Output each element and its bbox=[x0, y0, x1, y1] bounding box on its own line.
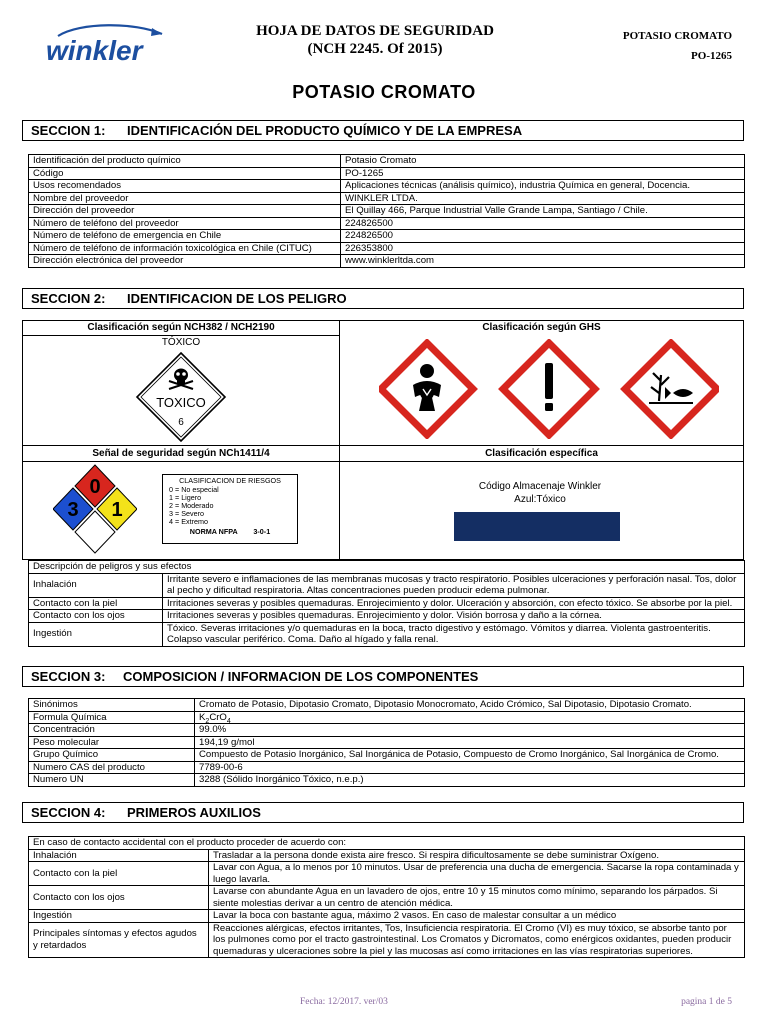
table-row bbox=[29, 774, 745, 787]
row-label: Numero CAS del producto bbox=[29, 761, 195, 774]
section2-number: SECCION 2: bbox=[31, 291, 106, 306]
row-value: 224826500 bbox=[341, 230, 745, 243]
row-value: Tóxico. Severas irritaciones y/o quemaduras en la boca, tracto digestivo y estómago. Vómitos y diarrea. Violenta gastroenteritis. Colapso vascular periférico. Coma. Daño al hígado y falla renal. bbox=[163, 622, 745, 646]
table-row bbox=[29, 167, 745, 180]
table-row bbox=[29, 862, 745, 886]
nfpa-scale-row: 3 = Severo bbox=[169, 509, 204, 518]
table-row bbox=[29, 180, 745, 193]
nfpa-legend-box bbox=[162, 474, 298, 544]
hazard-line bbox=[23, 335, 339, 336]
header-title-line1: HOJA DE DATOS DE SEGURIDAD bbox=[256, 23, 494, 39]
hazard-line bbox=[23, 445, 743, 446]
row-value: PO-1265 bbox=[341, 167, 745, 180]
section3-number: SECCION 3: bbox=[31, 669, 106, 684]
row-label: Identificación del producto químico bbox=[29, 155, 341, 168]
header-right bbox=[580, 26, 732, 66]
row-value: Irritaciones severas y posibles quemaduras. Enrojecimiento y dolor. Visión borrosa y daño a la córnea. bbox=[163, 610, 745, 623]
nch-label: Clasificación según NCH382 / NCH2190 bbox=[87, 322, 275, 333]
section1-table bbox=[28, 154, 745, 268]
row-value: El Quillay 466, Parque Industrial Valle Grande Lampa, Santiago / Chile. bbox=[341, 205, 745, 218]
row-label: Contacto con la piel bbox=[29, 597, 163, 610]
section2-header bbox=[22, 288, 744, 309]
row-label: Inhalación bbox=[29, 849, 209, 862]
row-label: Formula Química bbox=[29, 711, 195, 724]
winkler-logo bbox=[40, 24, 170, 74]
row-value: Irritante severo e inflamaciones de las membranas mucosas y tracto respiratorio. Posibles ulceraciones y perforación nasal. Tos, dolor al pecho y dificultad respiratoria. Altas concentraciones pueden producir edema pulmonar. bbox=[163, 573, 745, 597]
hazard-line bbox=[23, 461, 743, 462]
environment-hazard-icon bbox=[625, 343, 717, 435]
row-value: Compuesto de Potasio Inorgánico, Sal Inorgánica de Potasio, Compuesto de Cromo Inorgánico, Sal Inorgánica de Cromo. bbox=[195, 749, 745, 762]
row-label: Dirección electrónica del proveedor bbox=[29, 255, 341, 268]
storage-line1: Código Almacenaje Winkler bbox=[478, 481, 602, 492]
row-value: 194,19 g/mol bbox=[195, 736, 745, 749]
row-value: 3288 (Sólido Inorgánico Tóxico, n.e.p.) bbox=[195, 774, 745, 787]
table-row bbox=[29, 711, 745, 724]
toxico-label: TÓXICO bbox=[161, 337, 201, 348]
table-row bbox=[29, 886, 745, 910]
table-row bbox=[29, 155, 745, 168]
nfpa-reactivity-value: 1 bbox=[111, 499, 123, 521]
row-label: Número de teléfono de emergencia en Chile bbox=[29, 230, 341, 243]
section3-title: COMPOSICION / INFORMACION DE LOS COMPONENTES bbox=[123, 669, 479, 684]
storage-code bbox=[340, 480, 740, 506]
exclamation-icon bbox=[503, 343, 595, 435]
row-label: Número de teléfono de información toxicológica en Chile (CITUC) bbox=[29, 242, 341, 255]
table-row bbox=[29, 761, 745, 774]
row-value: Aplicaciones técnicas (análisis químico), industria Química en general, Docencia. bbox=[341, 180, 745, 193]
table-row bbox=[29, 230, 745, 243]
row-label: Grupo Químico bbox=[29, 749, 195, 762]
row-value: www.winklerltda.com bbox=[341, 255, 745, 268]
row-label: Inhalación bbox=[29, 573, 163, 597]
row-label: Contacto con los ojos bbox=[29, 610, 163, 623]
logo-text: winkler bbox=[46, 35, 143, 66]
section1-header bbox=[22, 120, 744, 141]
ghs-pictograms bbox=[379, 339, 719, 439]
section3-header bbox=[22, 666, 744, 687]
row-value: 99.0% bbox=[195, 724, 745, 737]
footer-page: pagina 1 de 5 bbox=[681, 997, 732, 1007]
section1-number: SECCION 1: bbox=[31, 123, 106, 138]
table-row bbox=[29, 255, 745, 268]
row-value: Potasio Cromato bbox=[341, 155, 745, 168]
ghs-label: Clasificación según GHS bbox=[482, 322, 601, 333]
table-row bbox=[29, 217, 745, 230]
table-row bbox=[29, 849, 745, 862]
row-value: Lavar la boca con bastante agua, máximo 2 vasos. En caso de malestar consultar a un médico bbox=[209, 910, 745, 923]
table-row bbox=[29, 736, 745, 749]
table-row bbox=[29, 724, 745, 737]
table-row bbox=[29, 610, 745, 623]
health-hazard-icon bbox=[381, 343, 473, 435]
nfpa-legend-title: CLASIFICACION DE RIESGOS bbox=[179, 476, 281, 485]
row-label: Contacto con la piel bbox=[29, 862, 209, 886]
row-value: Lavar con Agua, a lo menos por 10 minutos. Usar de preferencia una ducha de emergencia. Sacarse la ropa contaminada y luego lavarla. bbox=[209, 862, 745, 886]
nfpa-norma: NORMA NFPA 3-0-1 bbox=[189, 527, 271, 536]
row-value: WINKLER LTDA. bbox=[341, 192, 745, 205]
section4-number: SECCION 4: bbox=[31, 805, 106, 820]
table-row bbox=[29, 597, 745, 610]
document-title: POTASIO CROMATO bbox=[292, 82, 476, 102]
effects-header: Descripción de peligros y sus efectos bbox=[29, 561, 745, 574]
row-label: Dirección del proveedor bbox=[29, 205, 341, 218]
especifica-label: Clasificación específica bbox=[485, 448, 598, 459]
section1-title: IDENTIFICACIÓN DEL PRODUCTO QUÍMICO Y DE LA EMPRESA bbox=[127, 123, 523, 138]
diamond-class-number: 6 bbox=[178, 417, 184, 428]
storage-line2: Azul:Tóxico bbox=[514, 494, 566, 505]
section3-table bbox=[28, 698, 745, 787]
table-row bbox=[29, 192, 745, 205]
table-row bbox=[29, 749, 745, 762]
hazard-divider bbox=[339, 321, 340, 561]
section4-table bbox=[28, 836, 745, 958]
nfpa-scale-row: 4 = Extremo bbox=[169, 517, 208, 526]
row-value: Reacciones alérgicas, efectos irritantes, Tos, Insuficiencia respiratoria. El Cromo (VI) es muy tóxico, se absorbe tanto por los pulmones como por el tracto gastrointestinal. Los Cromatos y Dicromatos, como enérgicos oxidantes, pueden producir quemaduras y ulceraciones sobre la piel y las mucosas así como irritaciones en las vías respiratorias superiores. bbox=[209, 922, 745, 958]
header-product: POTASIO CROMATO bbox=[622, 30, 732, 42]
hazard-effects-table bbox=[28, 560, 745, 647]
section4-intro: En caso de contacto accidental con el producto proceder de acuerdo con: bbox=[29, 837, 745, 850]
transport-toxic-diamond bbox=[135, 351, 227, 443]
nfpa-health-value: 3 bbox=[67, 499, 79, 521]
row-label: Contacto con los ojos bbox=[29, 886, 209, 910]
row-label: Numero UN bbox=[29, 774, 195, 787]
footer-date: Fecha: 12/2017. ver/03 bbox=[300, 997, 388, 1007]
row-value: Lavarse con abundante Agua en un lavadero de ojos, entre 10 y 15 minutos como mínimo, separando los párpados. Si siente molestias derivar a un centro de atención médica. bbox=[209, 886, 745, 910]
table-row bbox=[29, 622, 745, 646]
row-label: Concentración bbox=[29, 724, 195, 737]
table-row bbox=[29, 205, 745, 218]
row-value: 224826500 bbox=[341, 217, 745, 230]
nfpa-scale-row: 2 = Moderado bbox=[169, 501, 214, 510]
section4-title: PRIMEROS AUXILIOS bbox=[127, 805, 261, 820]
table-row bbox=[29, 922, 745, 958]
section2-title: IDENTIFICACION DE LOS PELIGRO bbox=[127, 291, 347, 306]
row-value: Trasladar a la persona donde exista aire fresco. Si respira dificultosamente se debe suministrar Oxígeno. bbox=[209, 849, 745, 862]
nfpa-diamond bbox=[53, 463, 137, 557]
nfpa-scale-row: 1 = Ligero bbox=[169, 493, 202, 502]
row-value: Irritaciones severas y posibles quemaduras. Enrojecimiento y dolor. Ulceración y absorción, con efecto tóxico. Se absorbe por la piel. bbox=[163, 597, 745, 610]
row-label: Número de teléfono del proveedor bbox=[29, 217, 341, 230]
section4-header bbox=[22, 802, 744, 823]
row-label: Usos recomendados bbox=[29, 180, 341, 193]
nfpa-scale-row: 0 = No especial bbox=[169, 485, 219, 494]
storage-color-swatch bbox=[454, 512, 620, 541]
table-row bbox=[29, 573, 745, 597]
row-value: 226353800 bbox=[341, 242, 745, 255]
row-label: Código bbox=[29, 167, 341, 180]
header-title-line2: (NCH 2245. Of 2015) bbox=[307, 41, 443, 57]
row-label: Ingestión bbox=[29, 910, 209, 923]
row-value: 7789-00-6 bbox=[195, 761, 745, 774]
header-code: PO-1265 bbox=[691, 50, 732, 62]
header-title bbox=[210, 22, 540, 58]
row-label: Nombre del proveedor bbox=[29, 192, 341, 205]
nfpa-fire-value: 0 bbox=[89, 476, 101, 498]
diamond-text: TOXICO bbox=[156, 395, 206, 410]
chemical-formula: $K_2CrO_4$ bbox=[195, 711, 745, 724]
senal-label: Señal de seguridad según NCh1411/4 bbox=[92, 448, 270, 459]
table-row bbox=[29, 910, 745, 923]
table-row bbox=[29, 242, 745, 255]
row-label: Principales síntomas y efectos agudos y retardados bbox=[29, 922, 209, 958]
row-label: Peso molecular bbox=[29, 736, 195, 749]
table-row bbox=[29, 699, 745, 712]
row-value: Cromato de Potasio, Dipotasio Cromato, Dipotasio Monocromato, Acido Crómico, Sal Dipotasio, Dipotasio Cromato. bbox=[195, 699, 745, 712]
row-label: Ingestión bbox=[29, 622, 163, 646]
hazard-panel bbox=[22, 320, 744, 560]
row-label: Sinónimos bbox=[29, 699, 195, 712]
